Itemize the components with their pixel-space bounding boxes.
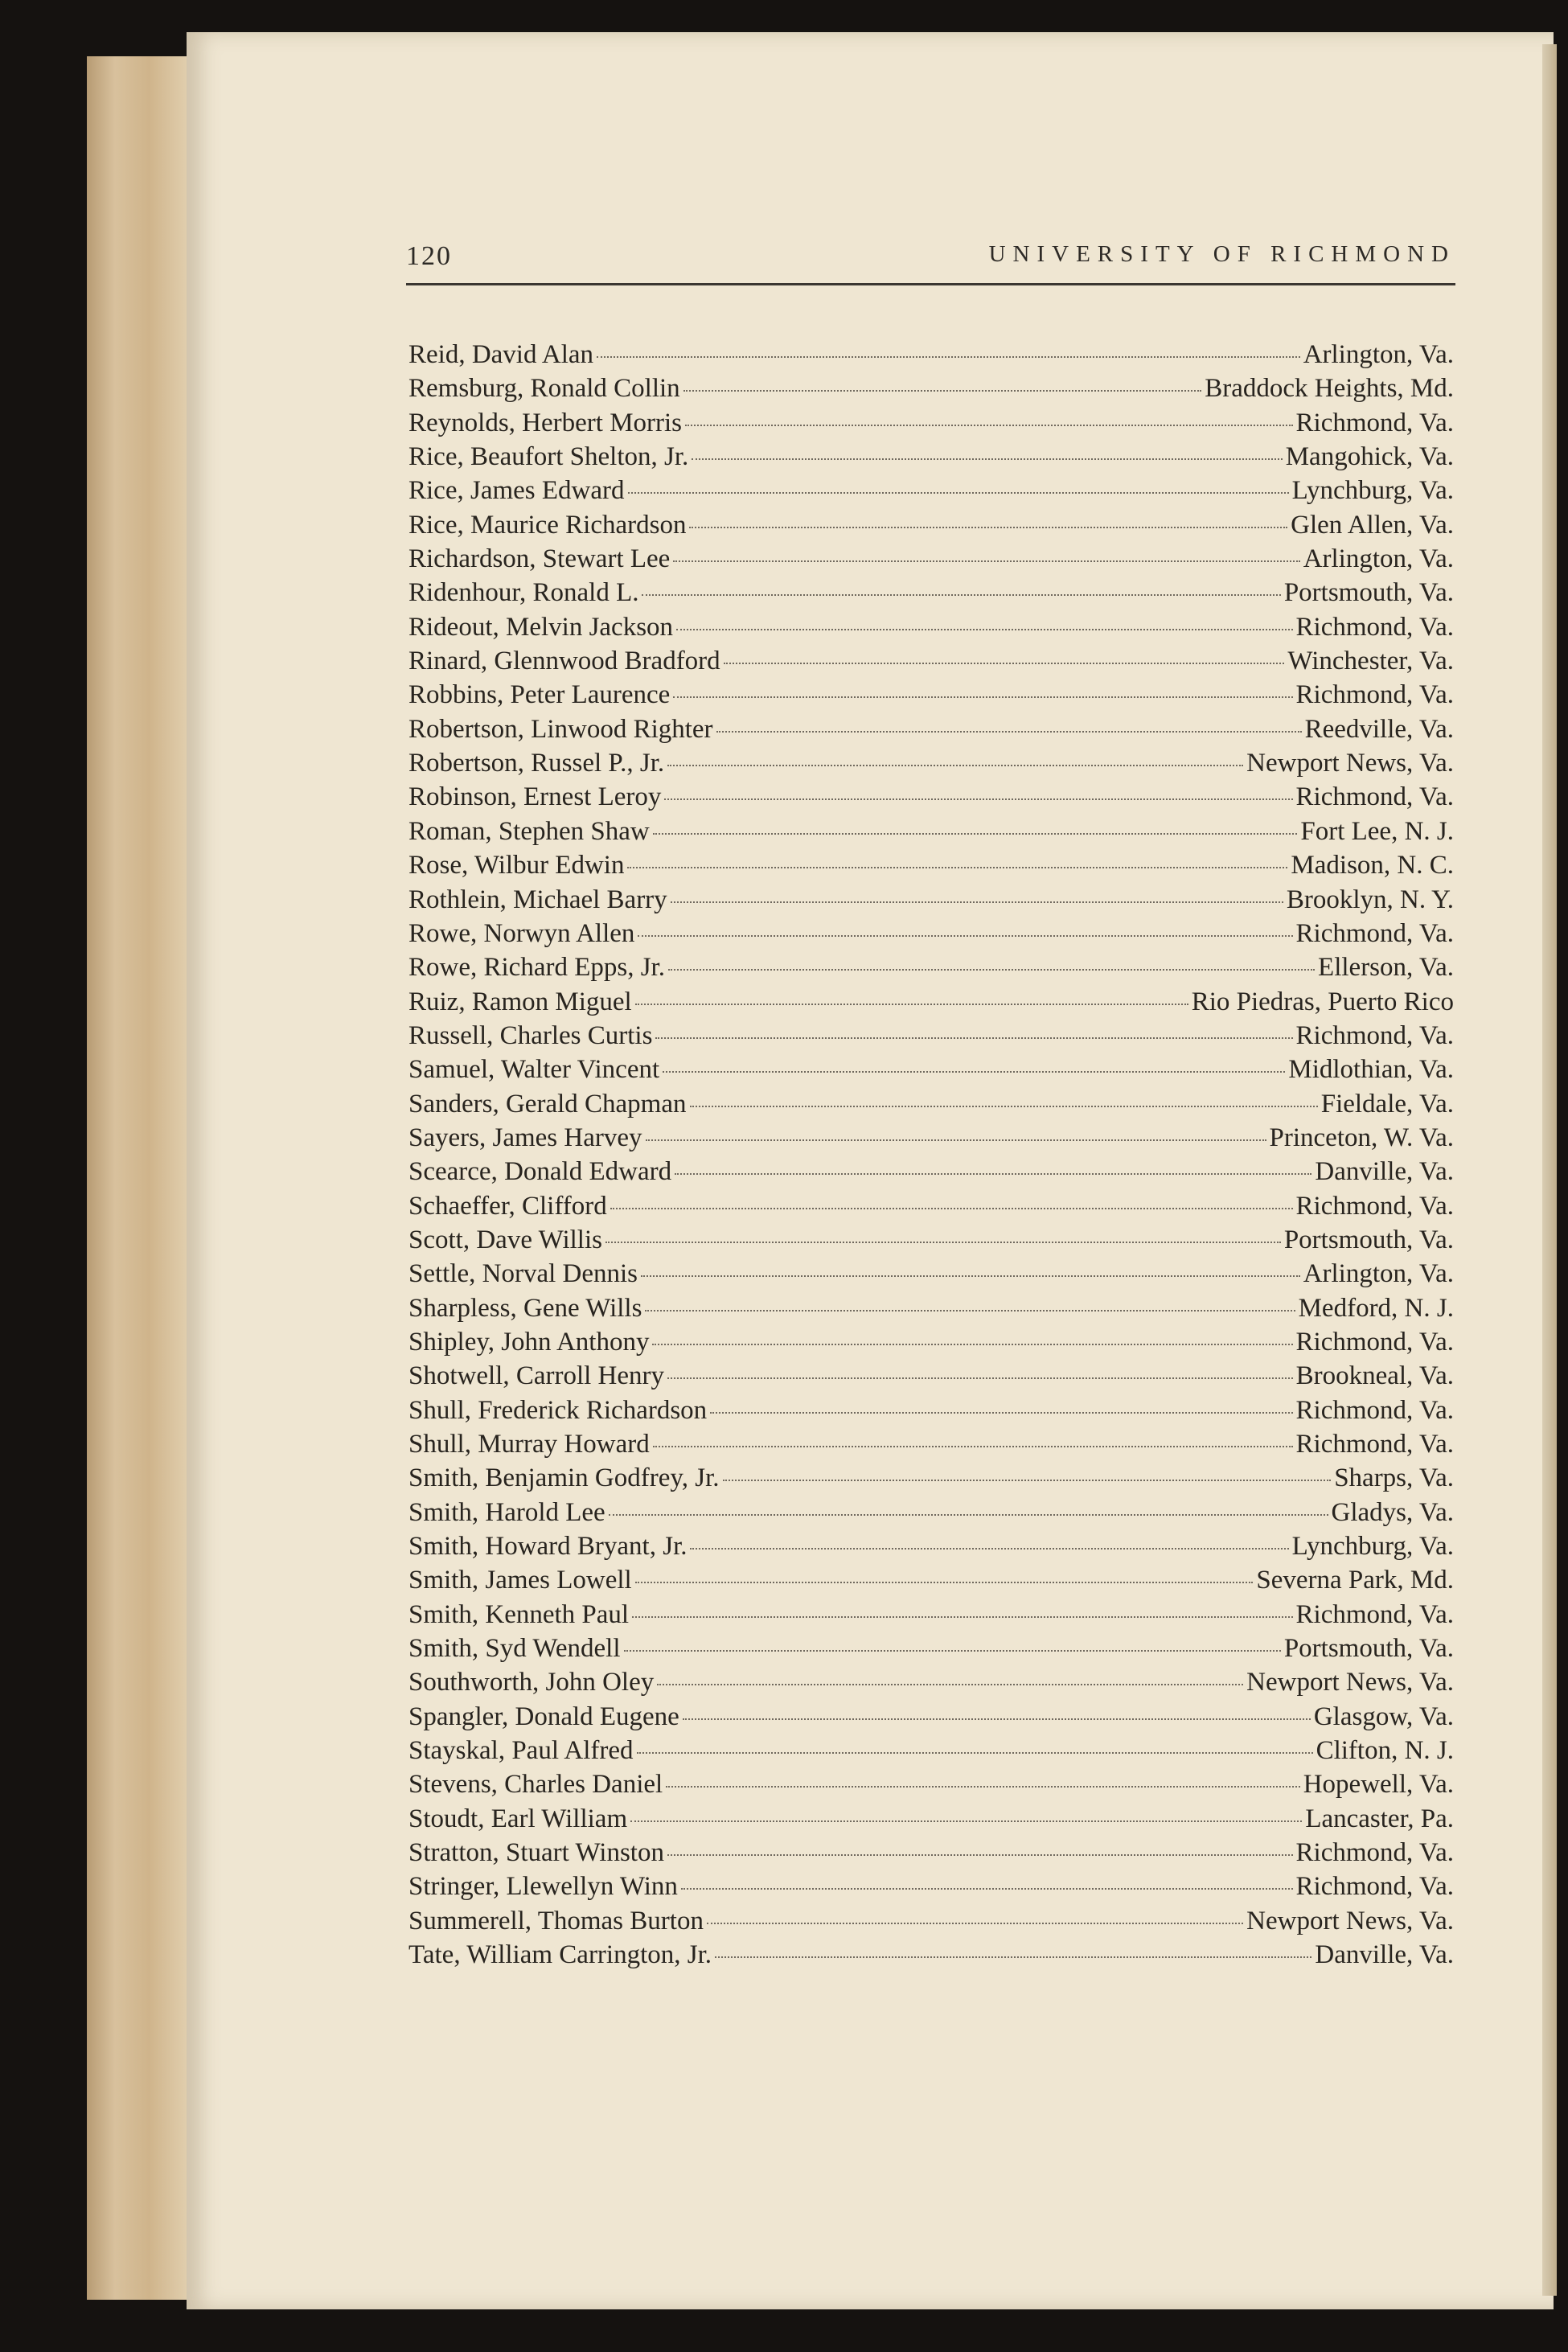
list-item <box>408 746 1454 780</box>
entry-name: Rice, Maurice Richardson <box>408 510 687 540</box>
entry-name: Reynolds, Herbert Morris <box>408 408 683 437</box>
entry-name: Rothlein, Michael Barry <box>408 885 667 914</box>
dot-leader <box>667 1376 1293 1379</box>
entry-place: Rio Piedras, Puerto Rico <box>1191 987 1454 1016</box>
entry-place: Newport News, Va. <box>1246 1906 1454 1935</box>
list-item <box>408 1087 1454 1121</box>
entry-place: Newport News, Va. <box>1246 749 1454 778</box>
list-item <box>408 1767 1454 1801</box>
header-rule <box>406 283 1455 285</box>
entry-name: Stayskal, Paul Alfred <box>408 1736 634 1766</box>
entry-name: Smith, Kenneth Paul <box>408 1599 630 1629</box>
entry-name: Stratton, Stuart Winston <box>408 1838 664 1868</box>
entry-name: Shipley, John Anthony <box>408 1327 650 1357</box>
entry-place: Richmond, Va. <box>1295 1838 1454 1868</box>
dot-leader <box>666 1784 1300 1788</box>
entry-place: Richmond, Va. <box>1295 612 1454 642</box>
entry-place: Ellerson, Va. <box>1318 953 1454 983</box>
list-item <box>408 1257 1454 1291</box>
list-item <box>408 1632 1454 1665</box>
entry-name: Spangler, Donald Eugene <box>408 1701 679 1731</box>
entry-place: Glen Allen, Va. <box>1291 510 1454 540</box>
dot-leader <box>681 1886 1293 1890</box>
entry-place: Reedville, Va. <box>1304 714 1454 744</box>
entry-name: Sharpless, Gene Wills <box>408 1293 642 1323</box>
entry-name: Robertson, Russel P., Jr. <box>408 749 665 778</box>
dot-leader <box>673 559 1299 562</box>
list-item <box>408 678 1454 712</box>
entry-name: Smith, James Lowell <box>408 1566 632 1595</box>
entry-place: Arlington, Va. <box>1303 1259 1454 1289</box>
entry-name: Schaeffer, Clifford <box>408 1191 607 1221</box>
list-item <box>408 1598 1454 1632</box>
entry-name: Robertson, Linwood Righter <box>408 714 713 744</box>
entry-name: Russell, Charles Curtis <box>408 1020 653 1050</box>
dot-leader <box>605 1240 1281 1243</box>
list-item <box>408 576 1454 610</box>
dot-leader <box>710 1410 1292 1414</box>
dot-leader <box>668 967 1315 971</box>
dot-leader <box>667 763 1243 766</box>
list-item <box>408 1461 1454 1495</box>
running-head-title: UNIVERSITY OF RICHMOND <box>988 241 1455 267</box>
dot-leader <box>610 1206 1293 1209</box>
entry-name: Shotwell, Carroll Henry <box>408 1361 665 1391</box>
dot-leader <box>632 1615 1292 1618</box>
entry-name: Ruiz, Ramon Miguel <box>408 987 632 1016</box>
entry-name: Robinson, Ernest Leroy <box>408 782 662 812</box>
list-item <box>408 338 1454 371</box>
entry-place: Brooklyn, N. Y. <box>1286 885 1454 914</box>
dot-leader <box>642 593 1280 596</box>
list-item <box>408 610 1454 644</box>
entry-name: Scearce, Donald Edward <box>408 1157 672 1187</box>
entry-place: Medford, N. J. <box>1298 1293 1454 1323</box>
list-item <box>408 1700 1454 1734</box>
dot-leader <box>671 900 1283 903</box>
list-item <box>408 1427 1454 1461</box>
entry-place: Fort Lee, N. J. <box>1300 816 1454 846</box>
list-item <box>408 1496 1454 1529</box>
entry-place: Richmond, Va. <box>1295 1191 1454 1221</box>
entry-place: Danville, Va. <box>1315 1157 1454 1187</box>
list-item <box>408 1836 1454 1870</box>
dot-leader <box>627 865 1287 868</box>
entry-place: Portsmouth, Va. <box>1283 1225 1454 1254</box>
entry-place: Hopewell, Va. <box>1303 1770 1454 1800</box>
list-item <box>408 1359 1454 1393</box>
dot-leader <box>652 1342 1292 1345</box>
entry-name: Rice, James Edward <box>408 476 625 506</box>
list-item <box>408 1053 1454 1086</box>
directory-list <box>408 338 1454 1972</box>
dot-leader <box>690 1546 1288 1550</box>
entry-name: Remsburg, Ronald Collin <box>408 374 680 404</box>
entry-name: Robbins, Peter Laurence <box>408 680 671 710</box>
entry-name: Stoudt, Earl William <box>408 1804 628 1833</box>
dot-leader <box>638 934 1292 937</box>
dot-leader <box>673 695 1292 698</box>
entry-place: Fieldale, Va. <box>1320 1089 1454 1119</box>
list-item <box>408 406 1454 440</box>
entry-name: Tate, William Carrington, Jr. <box>408 1940 712 1970</box>
list-item <box>408 1223 1454 1257</box>
entry-place: Richmond, Va. <box>1295 408 1454 437</box>
entry-place: Richmond, Va. <box>1295 1872 1454 1902</box>
entry-place: Richmond, Va. <box>1295 1327 1454 1357</box>
entry-place: Arlington, Va. <box>1303 340 1454 369</box>
dot-leader <box>630 1819 1302 1822</box>
entry-place: Lynchburg, Va. <box>1291 476 1454 506</box>
dot-leader <box>628 491 1289 494</box>
list-item <box>408 985 1454 1019</box>
list-item <box>408 1019 1454 1053</box>
list-item <box>408 1938 1454 1972</box>
entry-place: Winchester, Va. <box>1287 646 1454 676</box>
dot-leader <box>641 1274 1300 1277</box>
list-item <box>408 508 1454 542</box>
list-item <box>408 1529 1454 1563</box>
list-item <box>408 440 1454 474</box>
list-item <box>408 1802 1454 1836</box>
entry-name: Samuel, Walter Vincent <box>408 1055 660 1085</box>
dot-leader <box>685 423 1292 426</box>
entry-name: Smith, Benjamin Godfrey, Jr. <box>408 1463 720 1493</box>
entry-place: Lynchburg, Va. <box>1291 1532 1454 1562</box>
dot-leader <box>667 1853 1293 1856</box>
entry-place: Danville, Va. <box>1315 1940 1454 1970</box>
entry-place: Braddock Heights, Md. <box>1205 374 1454 404</box>
entry-name: Smith, Howard Bryant, Jr. <box>408 1532 688 1562</box>
entry-place: Richmond, Va. <box>1295 1020 1454 1050</box>
entry-name: Roman, Stephen Shaw <box>408 816 650 846</box>
entry-place: Richmond, Va. <box>1295 782 1454 812</box>
dot-leader <box>635 1580 1254 1583</box>
entry-name: Scott, Dave Willis <box>408 1225 602 1254</box>
list-item <box>408 371 1454 405</box>
dot-leader <box>653 831 1298 835</box>
entry-place: Clifton, N. J. <box>1316 1736 1454 1766</box>
dot-leader <box>707 1921 1243 1924</box>
entry-place: Madison, N. C. <box>1291 851 1454 880</box>
list-item <box>408 883 1454 917</box>
list-item <box>408 917 1454 950</box>
dot-leader <box>723 1478 1332 1481</box>
dot-leader <box>624 1648 1281 1652</box>
entry-name: Ridenhour, Ronald L. <box>408 578 639 608</box>
list-item <box>408 542 1454 576</box>
list-item <box>408 1394 1454 1427</box>
list-item <box>408 1189 1454 1223</box>
entry-place: Mangohick, Va. <box>1285 442 1454 472</box>
dot-leader <box>689 525 1287 528</box>
list-item <box>408 474 1454 507</box>
list-item <box>408 1870 1454 1903</box>
dot-leader <box>692 457 1282 460</box>
dot-leader <box>646 1138 1266 1141</box>
entry-place: Newport News, Va. <box>1246 1668 1454 1697</box>
page-edges <box>87 56 199 2300</box>
entry-name: Stevens, Charles Daniel <box>408 1770 663 1800</box>
entry-place: Portsmouth, Va. <box>1283 1634 1454 1664</box>
entry-place: Gladys, Va. <box>1331 1497 1454 1527</box>
list-item <box>408 848 1454 882</box>
entry-name: Rideout, Melvin Jackson <box>408 612 674 642</box>
list-item <box>408 644 1454 678</box>
entry-place: Portsmouth, Va. <box>1283 578 1454 608</box>
list-item <box>408 1155 1454 1188</box>
entry-name: Sayers, James Harvey <box>408 1123 642 1152</box>
dot-leader <box>597 355 1300 358</box>
list-item <box>408 1904 1454 1938</box>
entry-name: Rinard, Glennwood Bradford <box>408 646 720 676</box>
dot-leader <box>635 1002 1188 1005</box>
entry-name: Rowe, Richard Epps, Jr. <box>408 953 665 983</box>
entry-name: Smith, Harold Lee <box>408 1497 605 1527</box>
entry-place: Brookneal, Va. <box>1295 1361 1454 1391</box>
list-item <box>408 1121 1454 1155</box>
dot-leader <box>716 729 1302 733</box>
dot-leader <box>683 388 1202 392</box>
entry-place: Richmond, Va. <box>1295 1430 1454 1459</box>
entry-name: Smith, Syd Wendell <box>408 1634 621 1664</box>
entry-place: Midlothian, Va. <box>1288 1055 1454 1085</box>
entry-place: Sharps, Va. <box>1334 1463 1454 1493</box>
list-item <box>408 1665 1454 1699</box>
entry-name: Summerell, Thomas Burton <box>408 1906 704 1935</box>
dot-leader <box>675 1172 1311 1175</box>
list-item <box>408 1563 1454 1597</box>
entry-place: Richmond, Va. <box>1295 918 1454 948</box>
list-item <box>408 950 1454 984</box>
dot-leader <box>664 797 1292 800</box>
list-item <box>408 1291 1454 1325</box>
list-item <box>408 1325 1454 1359</box>
entry-name: Shull, Frederick Richardson <box>408 1395 708 1425</box>
dot-leader <box>724 661 1285 664</box>
list-item <box>408 780 1454 814</box>
dot-leader <box>657 1682 1243 1685</box>
running-head <box>406 241 1455 281</box>
entry-place: Richmond, Va. <box>1295 680 1454 710</box>
dot-leader <box>676 627 1292 630</box>
entry-place: Lancaster, Pa. <box>1305 1804 1454 1833</box>
dot-leader <box>690 1104 1318 1107</box>
dot-leader <box>683 1717 1311 1720</box>
entry-place: Severna Park, Md. <box>1256 1566 1454 1595</box>
entry-place: Arlington, Va. <box>1303 544 1454 574</box>
entry-name: Stringer, Llewellyn Winn <box>408 1872 678 1902</box>
entry-name: Rice, Beaufort Shelton, Jr. <box>408 442 689 472</box>
dot-leader <box>609 1513 1328 1516</box>
entry-place: Richmond, Va. <box>1295 1599 1454 1629</box>
dot-leader <box>645 1308 1295 1311</box>
entry-name: Southworth, John Oley <box>408 1668 655 1697</box>
entry-name: Rowe, Norwyn Allen <box>408 918 635 948</box>
dot-leader <box>715 1955 1311 1958</box>
entry-name: Reid, David Alan <box>408 340 594 369</box>
entry-name: Sanders, Gerald Chapman <box>408 1089 687 1119</box>
entry-name: Richardson, Stewart Lee <box>408 544 671 574</box>
entry-name: Shull, Murray Howard <box>408 1430 650 1459</box>
dot-leader <box>637 1751 1313 1754</box>
page-right-edge <box>1542 44 1557 2296</box>
entry-place: Princeton, W. Va. <box>1269 1123 1454 1152</box>
entry-name: Rose, Wilbur Edwin <box>408 851 625 880</box>
entry-place: Glasgow, Va. <box>1313 1701 1454 1731</box>
list-item <box>408 815 1454 848</box>
dot-leader <box>653 1444 1293 1447</box>
entry-name: Settle, Norval Dennis <box>408 1259 638 1289</box>
dot-leader <box>655 1036 1292 1039</box>
entry-place: Richmond, Va. <box>1295 1395 1454 1425</box>
list-item <box>408 712 1454 746</box>
dot-leader <box>663 1069 1285 1073</box>
list-item <box>408 1734 1454 1767</box>
page-number: 120 <box>406 241 452 271</box>
